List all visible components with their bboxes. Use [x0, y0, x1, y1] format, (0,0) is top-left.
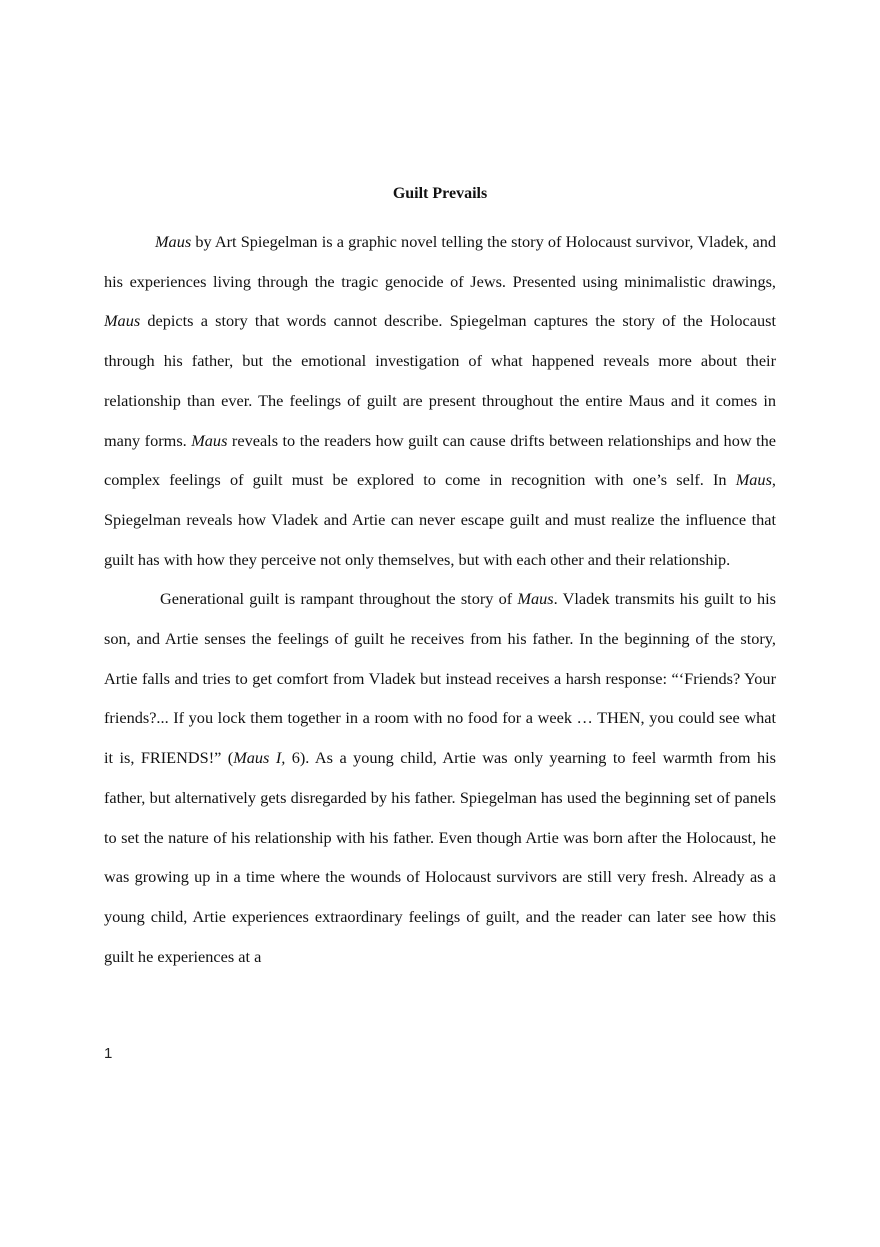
text-run: by Art Spiegelman is a graphic novel telling the story of Holocaust survivor, Vladek, and his experiences living through the tragic genocide of Jews. Presented using minimalistic drawings,	[104, 232, 776, 291]
italic-text-run: Maus	[104, 311, 141, 331]
document-title: Guilt Prevails	[392, 185, 488, 202]
italic-text-run: Maus	[517, 589, 554, 609]
italic-text-run: Maus	[155, 232, 192, 251]
italic-text-run: Maus	[191, 430, 228, 450]
paragraph	[104, 579, 776, 976]
text-run: depicts a story that words cannot describe. Spiegelman captures the story of the Holocaust through his father, but the emotional investigation of what happened reveals more about their relationship than ever. The feelings of guilt are present throughout the entire Maus and it comes in many forms.	[104, 311, 776, 450]
text-run: , Spiegelman reveals how Vladek and Artie can never escape guilt and must realize the influence that guilt has with how they perceive not only themselves, but with each other and their relationship.	[104, 470, 776, 569]
page-number: 1	[104, 1045, 113, 1062]
text-run: 6). As a young child, Artie was only yearning to feel warmth from his father, but alternatively gets disregarded by his father. Spiegelman has used the beginning set of panels to set the nature of his relationship with his father. Even though Artie was born after the Holocaust, he was growing up in a time where the wounds of Holocaust survivors are still very fresh. Already as a young child, Artie experiences extraordinary feelings of guilt, and the reader can later see how this guilt he experiences at a	[104, 748, 776, 966]
text-run: . Vladek transmits his guilt to his son, and Artie senses the feelings of guilt he receives from his father. In the beginning of the story, Artie falls and tries to get comfort from Vladek but instead receives a harsh response: “‘Friends? Your friends?... If you lock them together in a room with no food for a week … THEN, you could see what it is, FRIENDS!” (	[104, 589, 776, 768]
text-run: Generational guilt is rampant throughout the story of	[160, 589, 518, 609]
text-run: reveals to the readers how guilt can cause drifts between relationships and how the complex feelings of guilt must be explored to come in recognition with one’s self. In	[104, 430, 776, 490]
paragraph	[104, 222, 776, 579]
italic-text-run: Maus	[735, 470, 772, 490]
document-body	[104, 222, 776, 976]
italic-text-run: Maus I,	[233, 748, 286, 768]
